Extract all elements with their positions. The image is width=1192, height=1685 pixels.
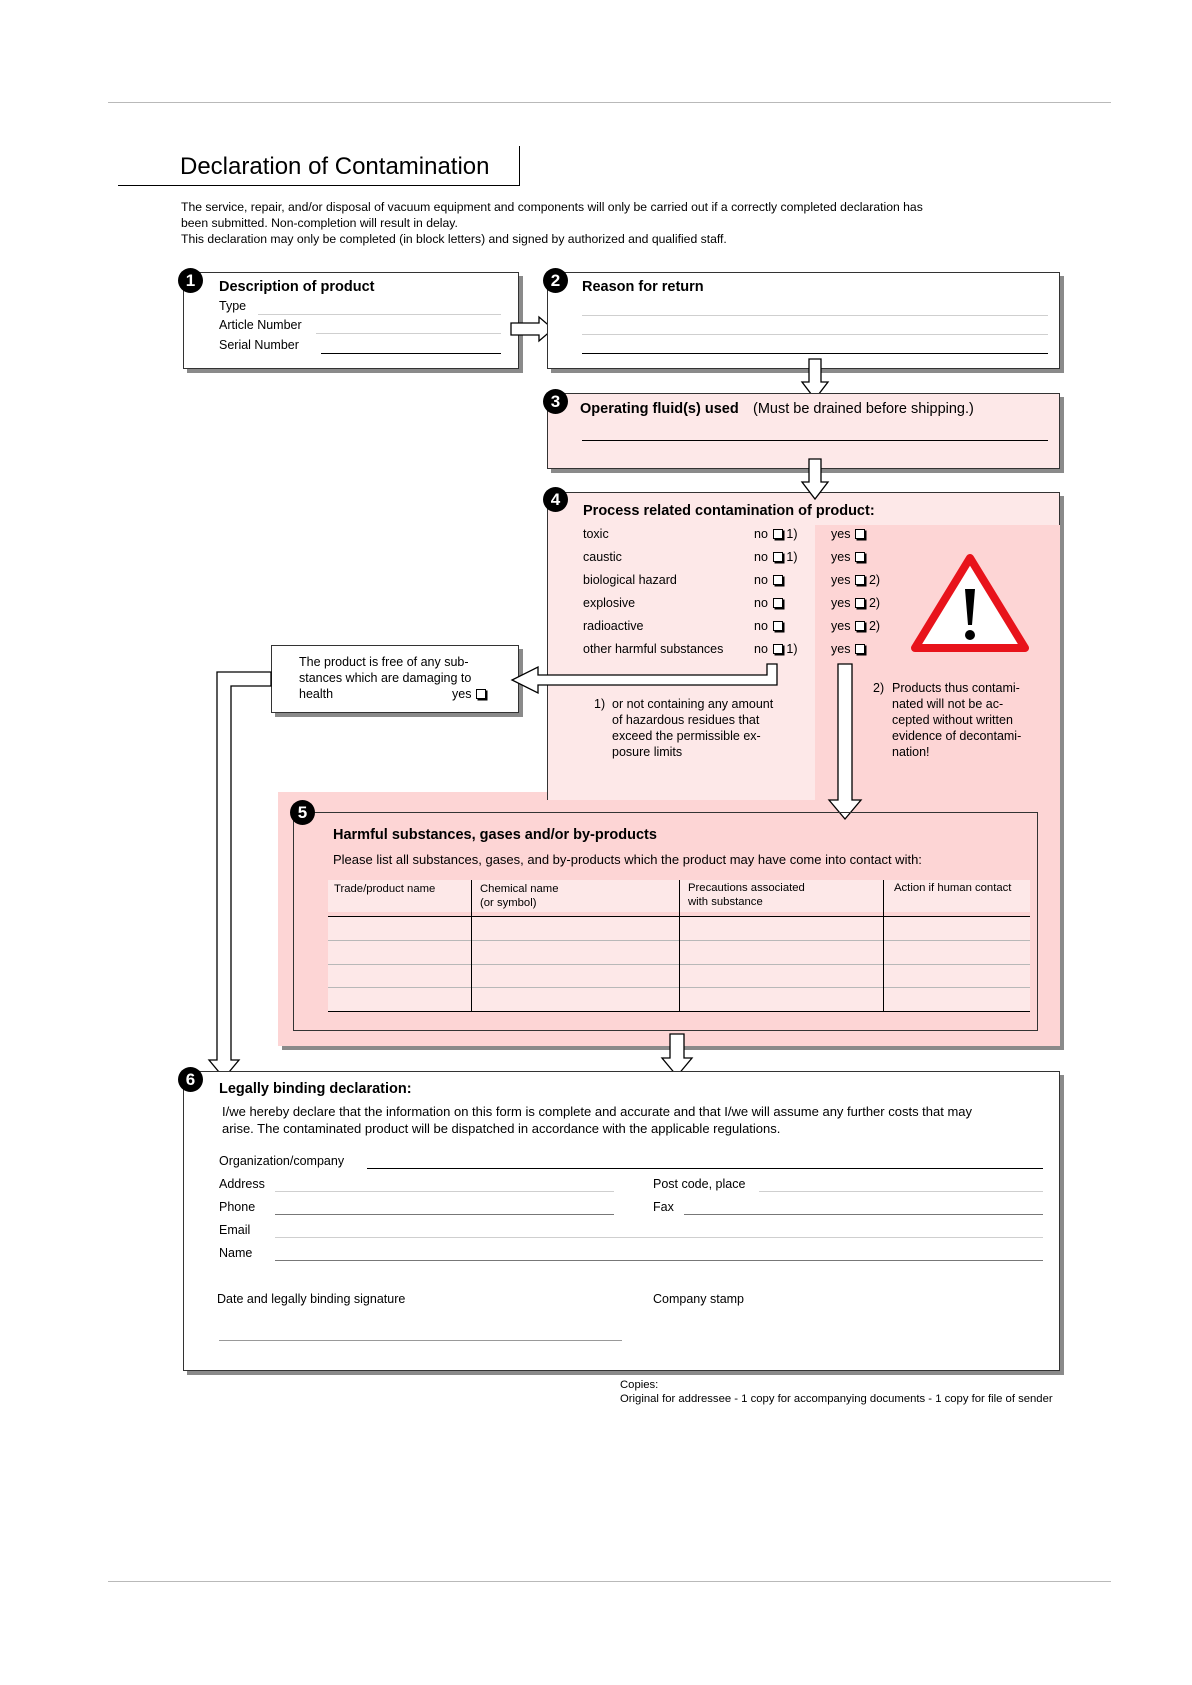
section-4-number: 4 — [543, 487, 568, 512]
checkbox-icon[interactable] — [773, 529, 783, 539]
footnote-line: or not containing any amount — [612, 697, 774, 711]
serial-number-field[interactable] — [321, 353, 501, 354]
email-field[interactable] — [275, 1237, 1043, 1238]
declaration-text: arise. The contaminated product will be dispatched in accordance with the applicable regulations. — [222, 1121, 781, 1136]
footnote-1-marker: 1) — [594, 697, 606, 711]
no-label: no — [754, 527, 768, 541]
row-yes[interactable] — [831, 527, 865, 541]
checkbox-icon[interactable] — [855, 575, 865, 585]
row-no[interactable] — [754, 550, 798, 564]
footnote-line: of hazardous residues that — [612, 713, 760, 727]
footnote-2-marker: 2) — [873, 681, 885, 695]
signature-field[interactable] — [219, 1340, 622, 1341]
yes-label: yes — [831, 642, 851, 656]
row-yes[interactable] — [831, 596, 880, 610]
free-box-yes[interactable] — [452, 687, 486, 701]
page-title: Declaration of Contamination — [180, 153, 490, 180]
table-column-divider — [471, 880, 472, 1011]
copies-label: Copies: — [620, 1379, 659, 1391]
operating-fluid-field[interactable] — [582, 440, 1048, 441]
phone-label: Phone — [219, 1200, 256, 1214]
footnote-line: cepted without written — [892, 713, 1013, 727]
type-field[interactable] — [258, 314, 501, 315]
free-box-line: stances which are damaging to — [299, 671, 472, 685]
section-1-heading: Description of product — [219, 279, 375, 295]
footnote-ref: 2) — [868, 573, 881, 587]
stamp-label: Company stamp — [653, 1292, 745, 1306]
arrow-down-icon — [800, 458, 830, 502]
no-label: no — [754, 596, 768, 610]
row-yes[interactable] — [831, 642, 865, 656]
column-header-sub: with substance — [688, 896, 763, 908]
postcode-label: Post code, place — [653, 1177, 746, 1191]
address-field[interactable] — [275, 1191, 614, 1192]
yes-label: yes — [831, 527, 851, 541]
intro-line: been submitted. Non-completion will result in delay. — [181, 216, 458, 230]
row-no[interactable] — [754, 642, 798, 656]
footer-rule — [108, 1581, 1111, 1582]
section-3-number: 3 — [543, 389, 568, 414]
section-6-heading: Legally binding declaration: — [219, 1081, 412, 1097]
yes-label: yes — [831, 573, 851, 587]
checkbox-icon[interactable] — [773, 552, 783, 562]
serial-number-label: Serial Number — [219, 338, 299, 352]
fax-field[interactable] — [684, 1214, 1043, 1215]
organization-label: Organization/company — [219, 1154, 345, 1168]
organization-field[interactable] — [367, 1168, 1043, 1169]
column-header: Precautions associated — [688, 882, 805, 894]
footnote-line: Products thus contami- — [892, 681, 1020, 695]
row-yes[interactable] — [831, 619, 880, 633]
no-label: no — [754, 619, 768, 633]
fax-label: Fax — [653, 1200, 674, 1214]
column-header: Action if human contact — [894, 882, 1012, 894]
row-yes[interactable] — [831, 573, 880, 587]
row-no[interactable] — [754, 527, 798, 541]
table-column-divider — [883, 880, 884, 1011]
section-5-subtitle: Please list all substances, gases, and by-products which the product may have come into contact with: — [333, 852, 922, 867]
section-6-number: 6 — [178, 1067, 203, 1092]
section-1-number: 1 — [178, 268, 203, 293]
reason-field-3[interactable] — [582, 353, 1048, 354]
yes-label: yes — [831, 596, 851, 610]
footnote-line: nated will not be ac- — [892, 697, 1004, 711]
free-box-line: health — [299, 687, 334, 701]
checkbox-icon[interactable] — [855, 621, 865, 631]
no-label: no — [754, 550, 768, 564]
article-number-label: Article Number — [219, 318, 302, 332]
article-number-field[interactable] — [316, 333, 501, 334]
row-label: biological hazard — [583, 573, 677, 587]
footnote-ref: 1) — [786, 642, 798, 656]
row-label: explosive — [583, 596, 636, 610]
column-header: Chemical name — [480, 883, 559, 895]
footnote-line: evidence of decontami- — [892, 729, 1022, 743]
row-yes[interactable] — [831, 550, 865, 564]
phone-field[interactable] — [275, 1214, 614, 1215]
warning-triangle-icon — [909, 553, 1031, 653]
intro-line: This declaration may only be completed (in block letters) and signed by authorized and qualified staff. — [181, 232, 727, 246]
checkbox-icon[interactable] — [773, 575, 783, 585]
type-label: Type — [219, 299, 247, 313]
column-header: Trade/product name — [334, 883, 436, 895]
free-box-line: The product is free of any sub- — [299, 655, 469, 669]
row-no[interactable] — [754, 619, 783, 633]
reason-field-2[interactable] — [582, 334, 1048, 335]
checkbox-icon[interactable] — [773, 644, 783, 654]
checkbox-icon[interactable] — [773, 621, 783, 631]
row-no[interactable] — [754, 573, 783, 587]
header-rule — [108, 102, 1111, 103]
no-label: no — [754, 642, 768, 656]
checkbox-icon[interactable] — [855, 529, 865, 539]
section-3-heading: Operating fluid(s) used — [580, 401, 739, 417]
signature-label: Date and legally binding signature — [217, 1292, 406, 1306]
row-label: caustic — [583, 550, 622, 564]
checkbox-icon[interactable] — [855, 552, 865, 562]
name-label: Name — [219, 1246, 253, 1260]
declaration-text: I/we hereby declare that the information on this form is complete and accurate and that I/we will assume any further costs that may — [222, 1104, 973, 1119]
footnote-ref: 2) — [868, 619, 881, 633]
row-label: toxic — [583, 527, 609, 541]
intro-line: The service, repair, and/or disposal of vacuum equipment and components will only be carried out if a correctly completed declaration has — [181, 200, 923, 214]
footnote-line: posure limits — [612, 745, 683, 759]
name-field[interactable] — [275, 1260, 1043, 1261]
reason-field-1[interactable] — [582, 315, 1048, 316]
section-4-left-tail — [547, 770, 815, 800]
column-header-sub: (or symbol) — [480, 897, 537, 909]
row-label: radioactive — [583, 619, 644, 633]
email-label: Email — [219, 1223, 251, 1237]
table-bottom-rule — [328, 1011, 1030, 1012]
section-2-number: 2 — [543, 268, 568, 293]
footnote-line: exceed the permissible ex- — [612, 729, 761, 743]
yes-label: yes — [831, 619, 851, 633]
section-3-note: (Must be drained before shipping.) — [753, 401, 974, 417]
yes-label: yes — [831, 550, 851, 564]
footnote-ref: 1) — [786, 550, 798, 564]
checkbox-icon[interactable] — [476, 689, 486, 699]
checkbox-icon[interactable] — [855, 598, 865, 608]
table-column-divider — [679, 880, 680, 1011]
footnote-ref: 1) — [786, 527, 798, 541]
row-label: other harmful substances — [583, 642, 724, 656]
checkbox-icon[interactable] — [855, 644, 865, 654]
no-label: no — [754, 573, 768, 587]
copies-text: Original for addressee - 1 copy for accompanying documents - 1 copy for file of sender — [620, 1393, 1053, 1405]
section-5-heading: Harmful substances, gases and/or by-products — [333, 827, 657, 843]
section-4-heading: Process related contamination of product: — [583, 503, 875, 519]
yes-label: yes — [452, 687, 472, 701]
intro-text — [181, 199, 1061, 247]
section-2-heading: Reason for return — [582, 279, 704, 295]
row-no[interactable] — [754, 596, 783, 610]
section-5-number: 5 — [290, 800, 315, 825]
footnote-ref: 2) — [868, 596, 881, 610]
checkbox-icon[interactable] — [773, 598, 783, 608]
footnote-line: nation! — [892, 745, 930, 759]
postcode-field[interactable] — [759, 1191, 1043, 1192]
address-label: Address — [219, 1177, 265, 1191]
